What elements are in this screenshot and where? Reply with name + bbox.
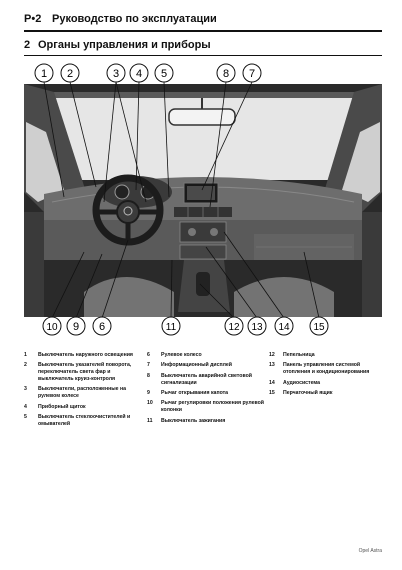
left-door [24, 212, 44, 317]
legend-item: 8 Выключатель аварийной световой сигнализации [147, 372, 252, 386]
audio-knob-icon [188, 228, 196, 236]
legend-column-2 [147, 352, 267, 428]
legend-item: 1 Выключатель наружного освещения [24, 352, 133, 358]
callout-top-1 [35, 64, 53, 82]
svg-text:1: 1 [40, 68, 48, 80]
legend-item: 14 Аудиосистема [269, 379, 321, 386]
legend-item: 7 Информационный дисплей [147, 362, 232, 369]
svg-text:2: 2 [66, 68, 74, 80]
callout-bottom-6 [93, 317, 111, 335]
svg-text:4: 4 [135, 68, 143, 80]
callout-top-7 [243, 64, 261, 82]
svg-text:15: 15 [313, 322, 325, 333]
callout-bottom-14 [275, 317, 293, 335]
page-footer: Opel Astra [358, 548, 382, 554]
svg-text:10: 10 [46, 322, 58, 333]
legend-item: 9 Рычаг открывания капота [147, 389, 229, 396]
section-heading [24, 37, 382, 57]
section-rule [24, 55, 382, 56]
speedometer-icon [115, 185, 129, 199]
svg-text:5: 5 [160, 68, 168, 80]
callout-top-3 [107, 64, 125, 82]
legend-column-3 [269, 352, 382, 400]
audio-knob-2-icon [210, 228, 218, 236]
section-title: Органы управления и приборы [38, 39, 211, 51]
legend-item: 3 Выключатели, расположенные на рулевом колесе [24, 386, 127, 400]
svg-text:11: 11 [165, 322, 177, 333]
manual-title: Руководство по эксплуатации [52, 13, 217, 25]
callout-bottom-15 [310, 317, 328, 335]
legend-item: 2 Выключатель указателей поворота, переключатель света фар и выключатель круиз-контроля [24, 362, 132, 382]
legend-item: 15 Перчаточный ящик [269, 389, 333, 396]
legend-item: 13 Панель управления системой отопления и кондиционирования [269, 362, 370, 376]
legend-item: 11 Выключатель зажигания [147, 417, 226, 424]
legend-item: 5 Выключатель стеклоочистителей и омывателей [24, 413, 131, 427]
callout-bottom-9 [67, 317, 85, 335]
roof-lining [54, 92, 354, 98]
audio-system [180, 222, 226, 242]
legend-column-1 [24, 352, 142, 431]
callout-top-4 [130, 64, 148, 82]
callout-top-2 [61, 64, 79, 82]
legend-item: 12 Пепельница [269, 352, 315, 358]
rearview-mirror [169, 109, 235, 125]
callout-bottom-13 [248, 317, 266, 335]
svg-text:8: 8 [222, 68, 230, 80]
page-number: P•2 [24, 13, 42, 25]
windshield [54, 92, 354, 180]
svg-text:13: 13 [251, 322, 263, 333]
svg-text:9: 9 [72, 321, 80, 333]
right-door [362, 212, 382, 317]
svg-text:14: 14 [278, 322, 290, 333]
svg-text:7: 7 [248, 68, 256, 80]
svg-text:6: 6 [98, 321, 106, 333]
callout-bottom-12 [225, 317, 243, 335]
svg-text:3: 3 [112, 68, 120, 80]
callout-bottom-10 [43, 317, 61, 335]
legend-item: 4 Приборный щиток [24, 403, 86, 410]
section-number: 2 [24, 39, 31, 51]
svg-text:12: 12 [228, 322, 240, 333]
legend-item: 10 Рычаг регулировки положения рулевой колонки [147, 400, 264, 414]
legend-item: 6 Рулевое колесо [147, 352, 202, 358]
callout-bottom-11 [162, 317, 180, 335]
header-rule [24, 30, 382, 32]
callout-top-5 [155, 64, 173, 82]
dashboard-photo [24, 62, 382, 337]
steering-hub [117, 201, 139, 223]
climate-panel [180, 245, 226, 259]
callout-top-8 [217, 64, 235, 82]
page-header [24, 10, 382, 32]
